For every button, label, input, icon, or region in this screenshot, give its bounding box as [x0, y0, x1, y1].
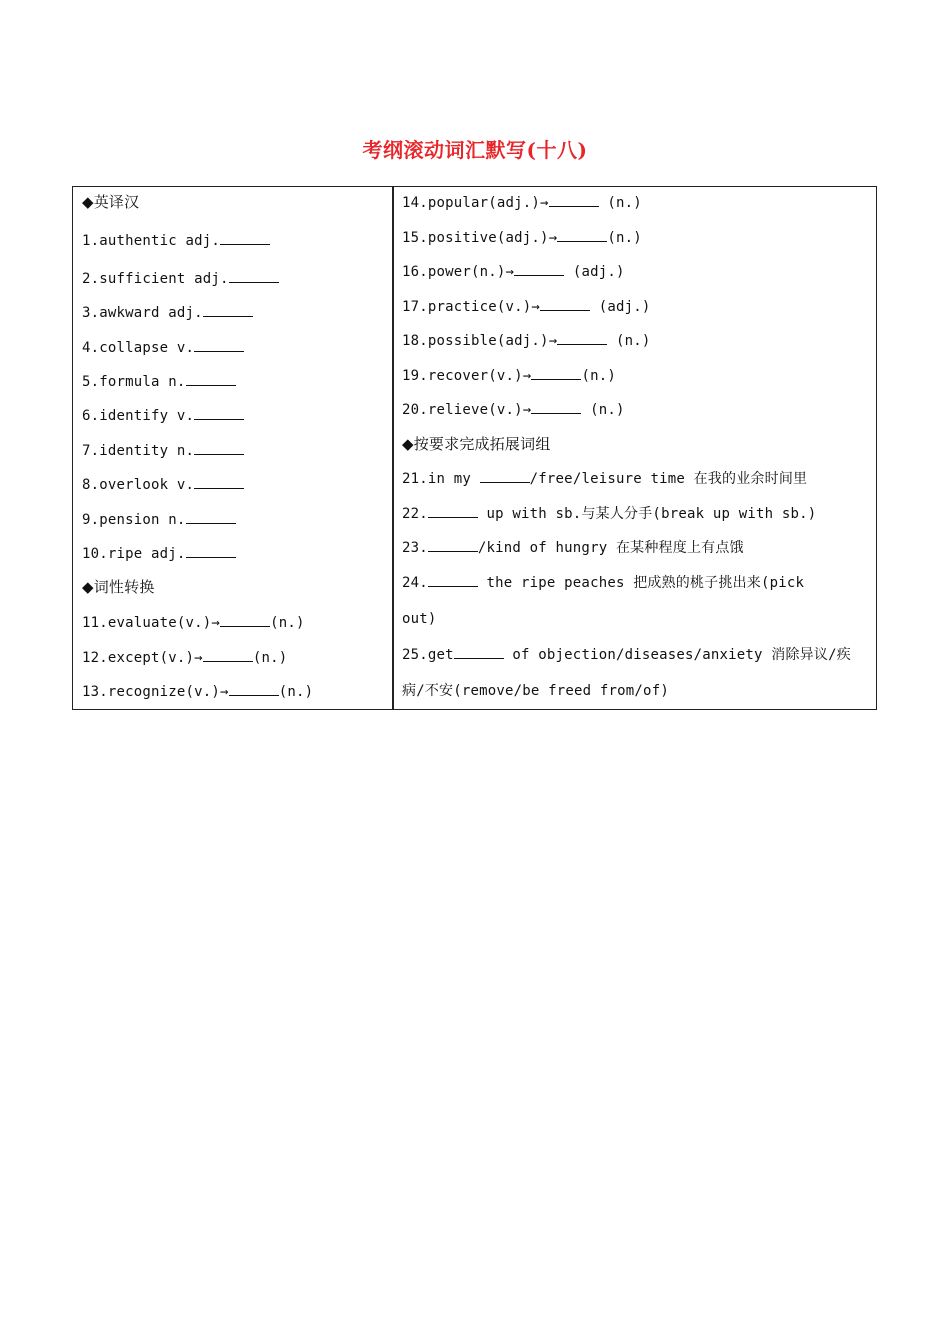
answer-blank[interactable]: [480, 469, 530, 483]
list-item: 25.get of objection/diseases/anxiety 消除异议/疾: [402, 647, 851, 663]
list-item: 11.evaluate(v.)→ (n.): [82, 615, 305, 631]
list-item: 6.identify v.: [82, 406, 244, 425]
answer-blank[interactable]: [428, 573, 478, 587]
answer-blank[interactable]: [186, 372, 236, 386]
answer-blank[interactable]: [194, 441, 244, 455]
list-item: 9.pension n.: [82, 510, 236, 529]
list-item: 14.popular(adj.)→ (n.): [402, 195, 642, 211]
answer-blank[interactable]: [186, 544, 236, 558]
answer-blank[interactable]: [540, 297, 590, 311]
list-item: 3.awkward adj.: [82, 303, 253, 322]
answer-blank[interactable]: [428, 504, 478, 518]
answer-blank[interactable]: [557, 228, 607, 242]
answer-blank[interactable]: [186, 510, 236, 524]
column-divider: [392, 187, 394, 709]
list-item-continuation: 病/不安(remove/be freed from/of): [402, 683, 669, 699]
list-item: 13.recognize(v.)→ (n.): [82, 684, 314, 700]
section-heading-translation: ◆英译汉: [82, 193, 140, 211]
answer-blank[interactable]: [203, 303, 253, 317]
answer-blank[interactable]: [531, 400, 581, 414]
list-item: 2.sufficient adj.: [82, 269, 279, 288]
list-item: 16.power(n.)→ (adj.): [402, 264, 625, 280]
section-heading-phrases: ◆按要求完成拓展词组: [402, 435, 551, 453]
answer-blank[interactable]: [514, 262, 564, 276]
list-item: 21.in my /free/leisure time 在我的业余时间里: [402, 471, 808, 487]
section-heading-conversion: ◆词性转换: [82, 578, 155, 596]
answer-blank[interactable]: [220, 613, 270, 627]
list-item: 1.authentic adj.: [82, 231, 270, 250]
list-item: 5.formula n.: [82, 372, 236, 391]
answer-blank[interactable]: [229, 269, 279, 283]
list-item-continuation: out): [402, 611, 437, 627]
list-item: 8.overlook v.: [82, 475, 244, 494]
list-item: 12.except(v.)→ (n.): [82, 650, 288, 666]
list-item: 7.identity n.: [82, 441, 244, 460]
list-item: 19.recover(v.)→ (n.): [402, 368, 616, 384]
list-item: 4.collapse v.: [82, 338, 244, 357]
answer-blank[interactable]: [454, 645, 504, 659]
answer-blank[interactable]: [557, 331, 607, 345]
answer-blank[interactable]: [220, 231, 270, 245]
exercise-table: [72, 186, 877, 710]
answer-blank[interactable]: [194, 475, 244, 489]
list-item: 24. the ripe peaches 把成熟的桃子挑出来(pick: [402, 575, 805, 591]
list-item: 22. up with sb.与某人分手(break up with sb.): [402, 506, 817, 522]
answer-blank[interactable]: [194, 338, 244, 352]
answer-blank[interactable]: [428, 538, 478, 552]
answer-blank[interactable]: [549, 193, 599, 207]
list-item: 23. /kind of hungry 在某种程度上有点饿: [402, 540, 744, 556]
list-item: 20.relieve(v.)→ (n.): [402, 402, 625, 418]
list-item: 17.practice(v.)→ (adj.): [402, 299, 651, 315]
list-item: 10.ripe adj.: [82, 544, 236, 563]
list-item: 18.possible(adj.)→ (n.): [402, 333, 651, 349]
answer-blank[interactable]: [229, 682, 279, 696]
answer-blank[interactable]: [531, 366, 581, 380]
answer-blank[interactable]: [203, 648, 253, 662]
list-item: 15.positive(adj.)→ (n.): [402, 230, 642, 246]
answer-blank[interactable]: [194, 406, 244, 420]
page-title: 考纲滚动词汇默写(十八): [362, 138, 588, 162]
